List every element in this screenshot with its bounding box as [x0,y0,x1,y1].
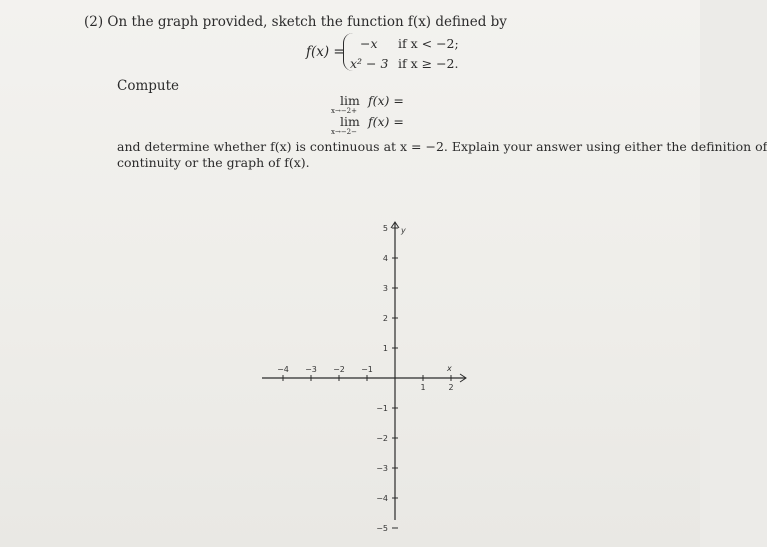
limit2-subscript: x→−2− [331,128,357,136]
determine-line-2: continuity or the graph of f(x). [117,155,310,170]
y-tick-label: −2 [376,434,388,443]
y-tick-label: 3 [382,284,388,293]
x-axis-label: x [447,364,452,373]
y-tick-label: 4 [382,254,388,263]
x-tick-label: −2 [333,365,345,374]
case2-condition: if x ≥ −2. [398,56,459,71]
y-tick-label: −1 [376,404,388,413]
limit2-lim: lim [340,114,360,129]
function-label: f(x) = [306,44,345,60]
limit1-expression: f(x) = [368,93,404,108]
x-tick-label: 2 [448,383,454,392]
limit2-expression: f(x) = [368,114,404,129]
limit1-subscript: x→−2+ [331,107,357,115]
y-tick-label: −5 [376,524,388,533]
case2-expression: x² − 3 [350,56,389,71]
y-tick-label: 5 [382,224,388,233]
y-tick-label: −4 [376,494,388,503]
y-tick-label: −3 [376,464,388,473]
x-tick-label: −4 [277,365,289,374]
x-tick-label: −3 [305,365,317,374]
limit1-lim: lim [340,93,360,108]
y-tick-label: 2 [382,314,388,323]
case1-condition: if x < −2; [398,36,459,51]
determine-line-1: and determine whether f(x) is continuous at x = −2. Explain your answer using either the definition of [117,139,767,154]
x-tick-label: −1 [361,365,373,374]
problem-statement: (2) On the graph provided, sketch the function f(x) defined by [84,14,507,30]
compute-label: Compute [117,78,180,94]
y-axis-label: y [401,226,406,235]
y-tick-label: 1 [382,344,388,353]
case1-expression: −x [360,36,378,51]
x-tick-label: 1 [420,383,426,392]
